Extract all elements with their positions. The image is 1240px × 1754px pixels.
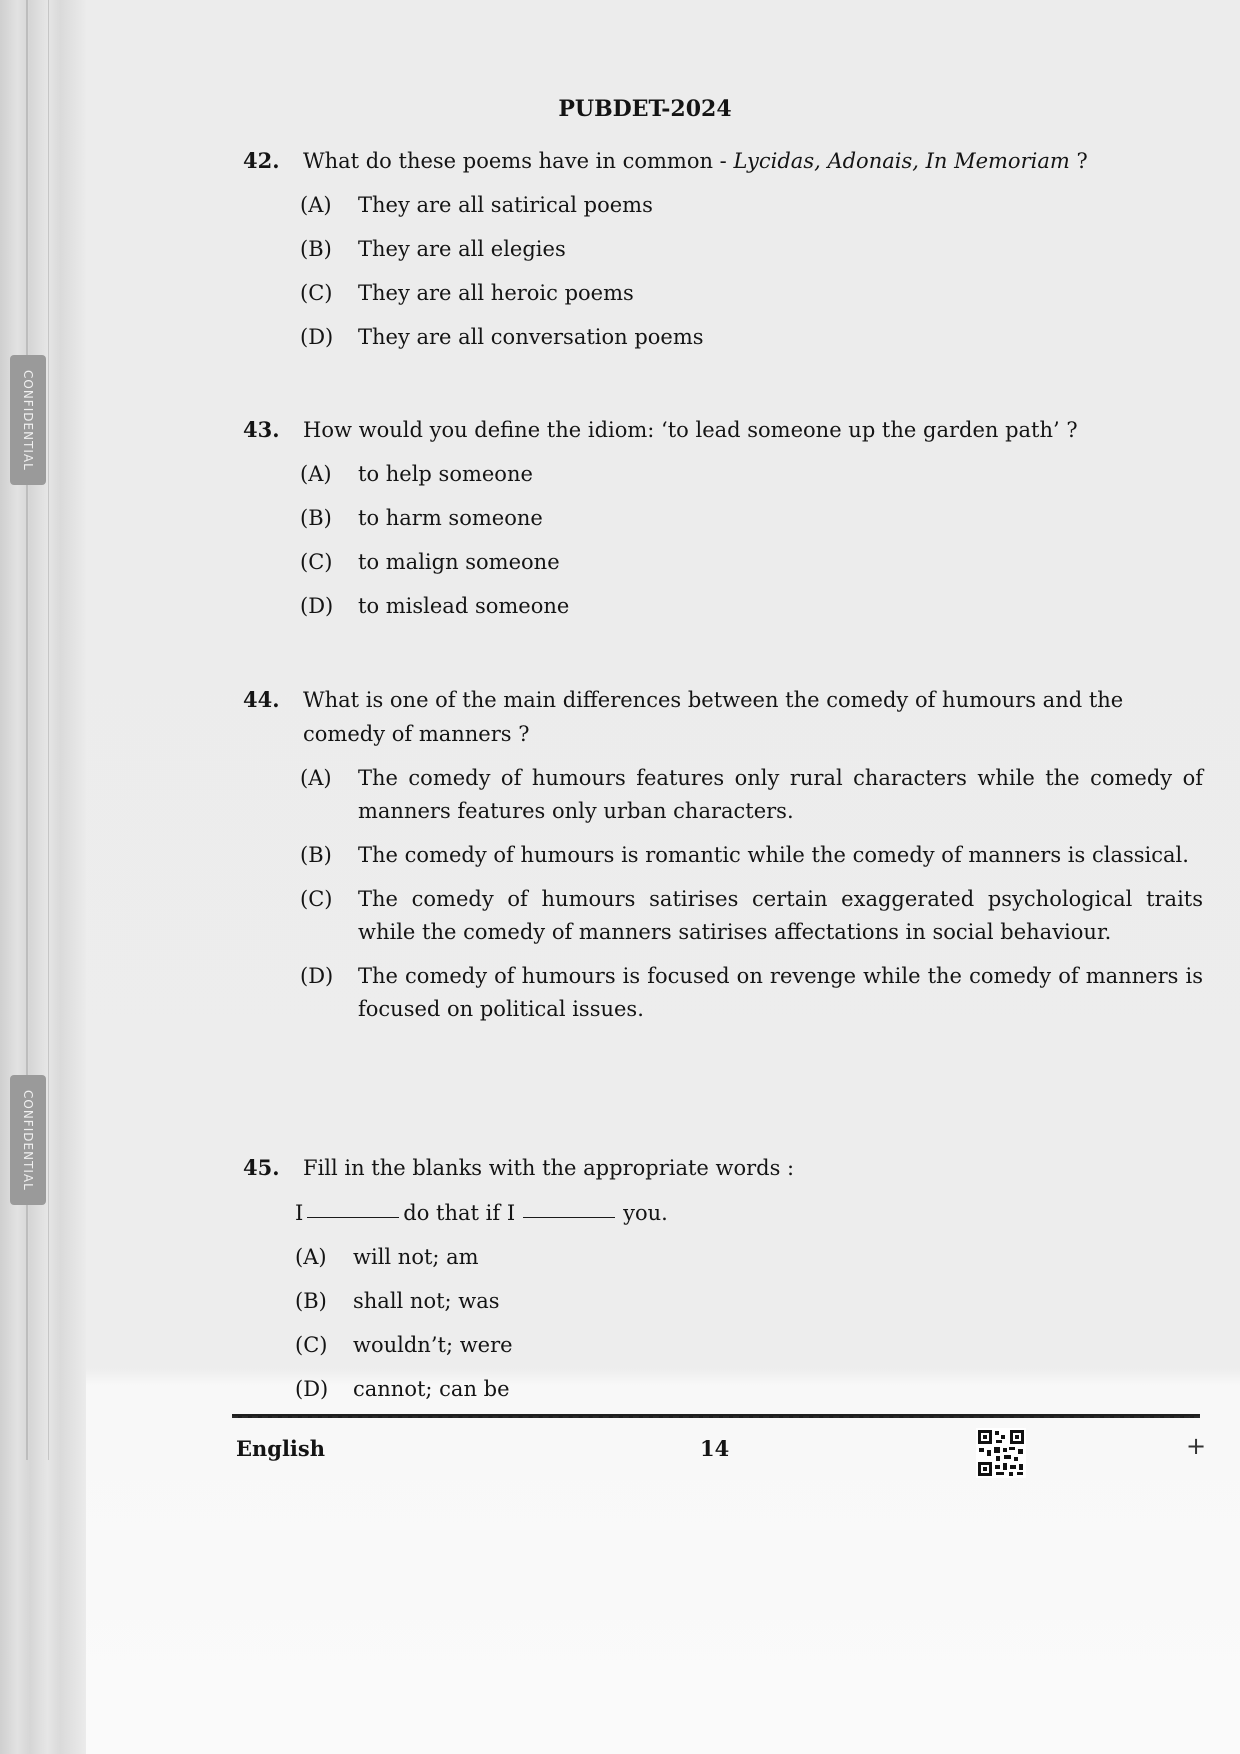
option-b[interactable]: (B) to harm someone xyxy=(300,506,543,530)
blank-1 xyxy=(307,1197,399,1218)
fold-line xyxy=(26,0,28,1460)
confidential-tab xyxy=(10,1075,46,1205)
question-42 xyxy=(243,144,1203,354)
option-b[interactable]: (B) They are all elegies xyxy=(300,237,566,261)
blank-2 xyxy=(523,1197,615,1218)
fill-in-sentence: I do that if I you. xyxy=(295,1197,1203,1230)
option-d[interactable]: (D) to mislead someone xyxy=(300,594,570,618)
question-43 xyxy=(243,413,1203,623)
question-text: Fill in the blanks with the appropriate words : xyxy=(303,1156,795,1180)
registration-mark: + xyxy=(1186,1432,1207,1460)
question-text: What do these poems have in common - Lycidas, Adonais, In Memoriam ? xyxy=(303,149,1088,173)
question-number: 42. xyxy=(243,148,280,173)
question-44 xyxy=(243,683,1203,1026)
option-a[interactable]: (A) The comedy of humours features only rural characters while the comedy of manners features only urban characters. xyxy=(300,766,1203,823)
option-b[interactable]: (B) The comedy of humours is romantic while the comedy of manners is classical. xyxy=(300,843,1189,867)
question-number: 43. xyxy=(243,417,280,442)
footer-subject: English xyxy=(236,1436,326,1461)
option-b[interactable]: (B) shall not; was xyxy=(295,1289,500,1313)
binding-edge xyxy=(0,0,86,1754)
page-number: 14 xyxy=(700,1436,730,1461)
option-d[interactable]: (D) cannot; can be xyxy=(295,1377,510,1401)
confidential-label: CONFIDENTIAL xyxy=(21,1089,35,1191)
option-a[interactable]: (A) will not; am xyxy=(295,1245,479,1269)
confidential-label: CONFIDENTIAL xyxy=(21,369,35,471)
question-45 xyxy=(243,1151,1203,1406)
question-text: How would you define the idiom: ‘to lead someone up the garden path’ ? xyxy=(303,418,1078,442)
page-title: PUBDET-2024 xyxy=(558,96,732,122)
option-a[interactable]: (A) They are all satirical poems xyxy=(300,193,653,217)
confidential-tab xyxy=(10,355,46,485)
qr-code-icon xyxy=(976,1428,1026,1478)
fold-line xyxy=(48,0,49,1460)
question-text: What is one of the main differences between the comedy of humours and the comedy of manners ? xyxy=(303,688,1124,746)
question-number: 45. xyxy=(243,1155,280,1180)
footer-rule xyxy=(232,1414,1200,1418)
option-c[interactable]: (C) to malign someone xyxy=(300,550,560,574)
option-c[interactable]: (C) The comedy of humours satirises certain exaggerated psychological traits while the comedy of manners satirises affectations in social behaviour. xyxy=(300,887,1203,944)
option-c[interactable]: (C) wouldn’t; were xyxy=(295,1333,513,1357)
option-a[interactable]: (A) to help someone xyxy=(300,462,533,486)
option-d[interactable]: (D) The comedy of humours is focused on revenge while the comedy of manners is focused on political issues. xyxy=(300,964,1203,1021)
option-c[interactable]: (C) They are all heroic poems xyxy=(300,281,634,305)
question-number: 44. xyxy=(243,687,280,712)
option-d[interactable]: (D) They are all conversation poems xyxy=(300,325,704,349)
